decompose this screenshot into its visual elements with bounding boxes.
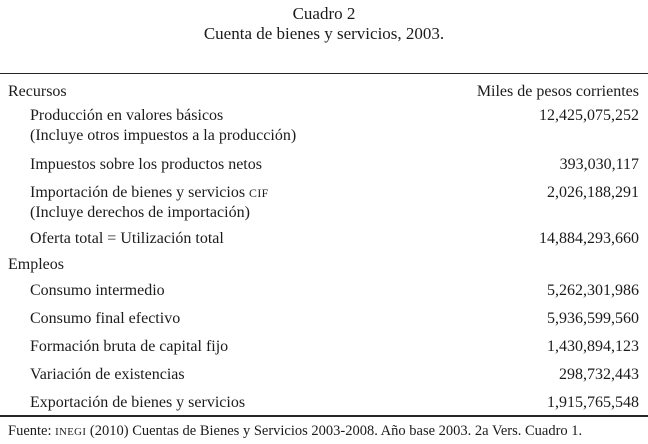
row-label: Variación de existencias (30, 366, 185, 383)
row-label: Consumo intermedio (30, 282, 165, 299)
table-title-block (0, 0, 648, 44)
table-subtitle: Cuenta de bienes y servicios, 2003. (203, 24, 445, 43)
source-note-smallcaps: INEGI (55, 426, 87, 438)
row-label: Exportación de bienes y servicios (30, 394, 246, 411)
row-value: 1,915,765,548 (547, 394, 639, 411)
section-label-empleos: Empleos (8, 256, 64, 273)
table-row (0, 106, 648, 146)
row-label: Impuestos sobre los productos netos (30, 156, 262, 173)
row-label: Importación de bienes y servicios CIF (Incluye derechos de importación) (30, 184, 269, 221)
column-header-recursos: Recursos (8, 83, 67, 100)
row-label: Formación bruta de capital fijo (30, 338, 229, 355)
table-row (0, 183, 648, 223)
column-header-units: Miles de pesos corrientes (476, 83, 639, 100)
row-label: Consumo final efectivo (30, 310, 181, 327)
source-note-pre: Fuente: (8, 423, 56, 439)
table-row (0, 229, 648, 249)
row-value: 5,262,301,986 (547, 282, 639, 299)
table-row (0, 155, 648, 175)
row-value: 5,936,599,560 (547, 310, 639, 327)
row-value: 393,030,117 (559, 156, 639, 173)
source-note (0, 422, 648, 441)
table-row (0, 393, 648, 413)
row-value: 14,884,293,660 (539, 230, 639, 247)
table-row (0, 281, 648, 301)
row-value: 12,425,075,252 (539, 107, 639, 124)
table-row (0, 365, 648, 385)
row-label: Oferta total = Utilización total (30, 230, 224, 247)
row-note: (Incluye otros impuestos a la producción) (30, 127, 297, 144)
table-header-row (0, 82, 648, 102)
row-value: 2,026,188,291 (547, 184, 639, 201)
row-value: 1,430,894,123 (547, 338, 639, 355)
row-note: (Incluye derechos de importación) (30, 204, 250, 221)
data-table (0, 73, 648, 417)
source-note-post: (2010) Cuentas de Bienes y Servicios 2003-2008. Año base 2003. 2a Vers. Cuadro 1. (86, 423, 583, 439)
table-row (0, 337, 648, 357)
row-label: Producción en valores básicos (Incluye otros impuestos a la producción) (30, 107, 297, 144)
table-row (0, 309, 648, 329)
row-label-smallcaps: CIF (249, 186, 269, 200)
table-number-title: Cuadro 2 (292, 4, 356, 23)
row-value: 298,732,443 (559, 366, 639, 383)
